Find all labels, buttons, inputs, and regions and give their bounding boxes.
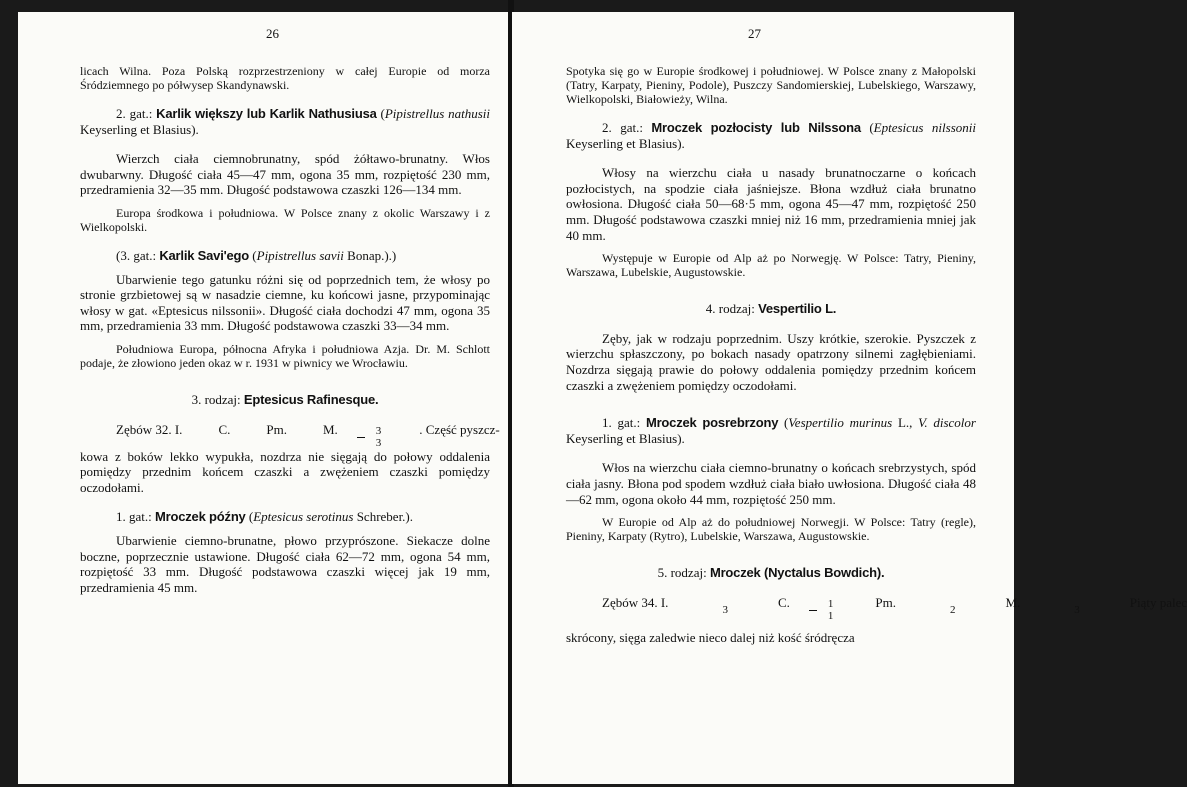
- dental-subscript: 2: [949, 603, 956, 616]
- species-number: 1. gat.:: [602, 415, 646, 431]
- latin-name: Vespertilio murinus: [788, 415, 893, 431]
- paragraph: kowa z boków lekko wypukła, nozdrza nie sięgają do połowy oddalenia pomiędzy przednim końcem czaszki a zwężeniem czaszki pomiędzy oczodołami.: [80, 448, 490, 495]
- right-page: [512, 12, 1187, 784]
- genus-heading: [566, 301, 976, 317]
- species-name: Mroczek pozłocisty lub Nilssona: [651, 120, 861, 135]
- latin-name: Eptesicus nilssonii: [873, 120, 976, 135]
- genus-number: 3. rodzaj:: [191, 391, 244, 407]
- left-page: [18, 12, 510, 784]
- dental-canine: C.: [218, 421, 231, 437]
- latin-name: Pipistrellus savii: [256, 247, 344, 263]
- author: Keyserling et Blasius).: [566, 430, 685, 446]
- paragraph: Europa środkowa i południowa. W Polsce znany z okolic Warszawy i z Wielkopolski.: [80, 205, 490, 234]
- latin-name-synonym: V. discolor: [918, 415, 976, 431]
- author: Keyserling et Blasius).: [80, 121, 199, 137]
- paragraph: Występuje w Europie od Alp aż po Norwegję. W Polsce: Tatry, Pieniny, Warszawa, Lubelskie, Augustowskie.: [566, 251, 976, 280]
- species-name: Karlik większy lub Karlik Nathusiusa: [156, 106, 377, 121]
- dental-rest: . Część pyszcz-: [419, 421, 500, 437]
- genus-name: Eptesicus Rafinesque.: [243, 391, 379, 407]
- dental-premolar: Pm.: [875, 594, 896, 610]
- genus-number: 4. rodzaj:: [705, 301, 759, 317]
- author: Bonap.).): [343, 247, 397, 263]
- paragraph: W Europie od Alp aż do południowej Norwegji. W Polsce: Tatry (regle), Pieniny, Karpaty (Rytro), Lubelskie, Warszawa, Augustowskie.: [566, 515, 976, 544]
- genus-heading: [80, 392, 490, 408]
- paragraph: Ubarwienie tego gatunku różni się od poprzednich tem, że włosy po stronie grzbietowej są w nasadzie ciemne, ku końcowi jasne, przypominając włosy w gat. «Eptesicus nilssonii». Długość ciała dochodzi 47 mm, ogona 35 mm, przedramienia 33 mm. Długość podstawowa czaszki 33—34 mm.: [80, 271, 490, 334]
- paragraph: Wierzch ciała ciemnobrunatny, spód żółtawo-brunatny. Włos dwubarwny. Długość ciała 45—47 mm, ogona 35 mm, rozpiętość 230 mm, przedramienia 32—35 mm. Długość podstawowa czaszki 126—134 mm.: [80, 151, 490, 198]
- dental-fraction: $\frac{1}{1}$: [792, 599, 834, 622]
- species-heading: 2. gat.: Karlik większy lub Karlik Nathusiusa (Pipistrellus nathusii Keyserling et Blasius).: [80, 106, 490, 137]
- dental-fraction: $\frac{3}{3}$: [340, 426, 382, 449]
- dental-subscript: 3: [1074, 603, 1080, 616]
- author: Schreber.).: [353, 509, 414, 525]
- right-text-column: [566, 64, 1187, 645]
- species-heading: 1. gat.: Mroczek późny (Eptesicus serotinus Schreber.).: [116, 509, 414, 525]
- species-heading: 2. gat.: Mroczek pozłocisty lub Nilssona (Eptesicus nilssonii Keyserling et Blasius).: [566, 120, 976, 151]
- author: L.,: [892, 415, 919, 431]
- dental-canine: C.: [777, 594, 790, 610]
- dental-formula: [566, 594, 1187, 622]
- latin-name: Eptesicus serotinus: [253, 509, 354, 525]
- dental-label: Zębów 32. I.: [116, 421, 183, 437]
- paragraph: Południowa Europa, północna Afryka i południowa Azja. Dr. M. Schlott podaje, że złowiono jeden okaz w r. 1931 w piwnicy we Wrocławiu.: [80, 341, 490, 370]
- species-heading: (3. gat.: Karlik Savi'ego (Pipistrellus savii Bonap.).): [116, 247, 397, 263]
- species-number: 2. gat.:: [116, 106, 157, 121]
- paragraph: skrócony, sięga zaledwie nieco dalej niż kość śródręcza: [566, 629, 855, 645]
- species-name: Karlik Savi'ego: [159, 247, 250, 263]
- paragraph: licach Wilna. Poza Polską rozprzestrzeniony w całej Europie od morza Śródziemnego po półwysep Skandynawski.: [80, 64, 490, 92]
- dental-molar: M.: [1005, 594, 1021, 610]
- paragraph: Włosy na wierzchu ciała u nasady brunatnoczarne o końcach pozłocistych, na spodzie ciała jaśniejsze. Błona wzdłuż ciała brunatno owłosiona. Długość ciała 50—68·5 mm, ogona 45—47 mm, rozpiętość 250 mm. Długość podstawowa czaszki mniej niż 16 mm, przedramienia mniej jak 40 mm.: [566, 165, 976, 243]
- page-number: 27: [748, 26, 761, 41]
- species-name: Mroczek późny: [155, 509, 246, 525]
- paragraph: Spotyka się go w Europie środkowej i południowej. W Polsce znany z Małopolski (Tatry, Karpaty, Pieniny, Podole), Puszczy Sandomierskiej, Lubelskiego, Warszawy, Wielkopolski, Białowieży, Wilna.: [566, 64, 976, 106]
- paragraph: Włos na wierzchu ciała ciemno-brunatny o końcach srebrzystych, spód ciała jasny. Błona pod spodem wzdłuż ciała biało uwłosiona. Długość ciała 48—62 mm, ogona około 44 mm, rozpiętość 250 mm.: [566, 460, 976, 507]
- author: Keyserling et Blasius).: [566, 135, 685, 151]
- species-name: Mroczek posrebrzony: [645, 415, 779, 431]
- dental-rest: Piąty palec: [1129, 594, 1187, 610]
- genus-heading: [566, 565, 976, 581]
- left-text-column: [80, 64, 500, 595]
- species-number: (3. gat.:: [116, 247, 160, 263]
- dental-label: Zębów 34. I.: [602, 594, 669, 610]
- dental-formula: [80, 421, 500, 449]
- latin-name: Pipistrellus nathusii: [384, 106, 490, 121]
- genus-name: Mroczek (Nyctalus Bowdich).: [709, 565, 885, 581]
- genus-name: Vespertilio L.: [758, 301, 837, 317]
- paragraph: Zęby, jak w rodzaju poprzednim. Uszy krótkie, szerokie. Pyszczek z wierzchu spłaszczony, po bokach nasady opatrzony silnemi zagłębieniami. Nozdrza sięgają prawie do połowy oddalenia pomiędzy przednim końcem czaszki a zwężeniem pomiędzy oczodołami.: [566, 330, 976, 393]
- dental-premolar: Pm.: [266, 421, 287, 437]
- paragraph: Ubarwienie ciemno-brunatne, płowo przyprószone. Siekacze dolne boczne, poprzecznie ustawione. Długość ciała 62—72 mm, ogona 54 mm, rozpiętość 33 mm. Długość podstawowa czaszki więcej jak 19 mm, przedramienia 45 mm.: [80, 532, 490, 595]
- species-heading: 1. gat.: Mroczek posrebrzony (Vespertilio murinus L., V. discolor Keyserling et Blasius).: [566, 415, 976, 446]
- species-number: 1. gat.:: [116, 509, 155, 525]
- dental-subscript: 3: [722, 603, 728, 616]
- species-number: 2. gat.:: [602, 120, 652, 135]
- genus-number: 5. rodzaj:: [657, 565, 710, 581]
- dental-molar: M.: [322, 421, 338, 437]
- page-number: 26: [266, 26, 279, 41]
